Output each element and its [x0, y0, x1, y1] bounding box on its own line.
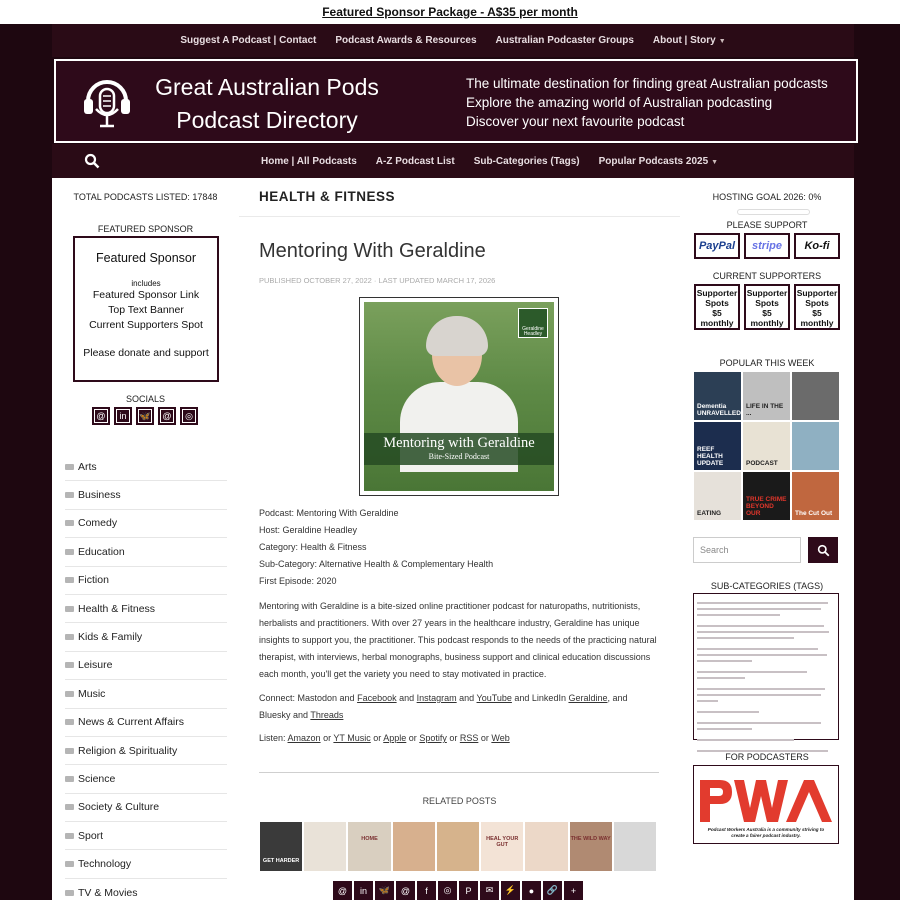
related-posts: [260, 822, 656, 871]
popular-podcast-thumbnail[interactable]: [694, 472, 741, 520]
category-label: Comedy: [78, 517, 118, 530]
threads-link[interactable]: Threads: [310, 710, 344, 720]
mastodon-icon[interactable]: @: [333, 881, 352, 900]
related-post-thumbnail[interactable]: [393, 822, 435, 871]
detail-category: Category: Health & Fitness: [259, 542, 367, 552]
podcast-artwork: [359, 297, 559, 496]
category-label: Kids & Family: [78, 631, 143, 644]
related-posts-heading: RELATED POSTS: [422, 796, 497, 806]
rss-link[interactable]: RSS: [459, 733, 479, 743]
nav-podcast-awards[interactable]: [335, 35, 476, 46]
featured-sponsor-includes: includes: [131, 279, 161, 288]
site-header: [54, 59, 858, 143]
connect-text: and: [396, 693, 417, 703]
folder-icon: [65, 748, 74, 754]
category-item[interactable]: [65, 652, 227, 680]
related-post-thumbnail-text: THE WILD WAY: [570, 836, 611, 842]
please-support-heading: PLEASE SUPPORT: [726, 220, 808, 230]
category-item[interactable]: [65, 453, 227, 481]
folder-icon: [65, 890, 74, 896]
folder-icon: [65, 606, 74, 612]
popular-podcast-title: TRUE CRIME BEYOND OUR: [746, 496, 787, 517]
folder-icon: [65, 833, 74, 839]
popular-podcast-thumbnail[interactable]: [743, 372, 790, 420]
related-post-thumbnail[interactable]: [348, 822, 390, 871]
category-label: Sport: [78, 829, 104, 842]
spot-text: Supporter: [746, 288, 788, 298]
chevron-down-icon: ▼: [711, 158, 719, 166]
folder-icon: [65, 804, 74, 810]
popular-podcast-title: EATING: [697, 510, 722, 517]
featured-sponsor-benefit: Current Supporters Spot: [89, 319, 203, 331]
popular-podcast-thumbnail[interactable]: [792, 422, 839, 470]
category-label: Business: [78, 489, 121, 502]
nav-suggest-podcast[interactable]: [180, 35, 316, 46]
artwork-subtitle: Bite-Sized Podcast: [428, 452, 490, 461]
spot-text: Spots: [705, 298, 729, 308]
category-list: [65, 453, 227, 900]
nav-label: Popular Podcasts 2025: [598, 155, 709, 167]
mastodon-icon[interactable]: @: [92, 407, 110, 425]
featured-sponsor-benefit: Top Text Banner: [108, 304, 184, 316]
instagram-icon[interactable]: ◎: [438, 881, 457, 900]
nav-home[interactable]: [261, 156, 357, 167]
podcast-description: Mentoring with Geraldine is a bite-sized online practitioner podcast for naturopaths, nutritionists, herbalists and practitioners. With over 27 years in the healthcare industry, Geraldine has unique insights to support you, the practitioner. This podcast responds to the needs of the practicing natural therapist, with interviews, herbal monographs, business support and clinical education discussions each month, you'll get the variety you need to stay motivated in practice.: [259, 601, 657, 679]
nav-label: Sub-Categories (Tags): [473, 155, 580, 167]
nav-label: Podcast Awards & Resources: [335, 35, 477, 46]
related-post-thumbnail-text: HOME: [361, 836, 378, 842]
web-link[interactable]: Web: [491, 733, 510, 743]
search-icon: [817, 544, 830, 557]
spot-text: monthly: [800, 318, 834, 328]
svg-text:Podcast Workers Australia is a: Podcast Workers Australia is a community striving to: [707, 827, 825, 832]
linkedin-link[interactable]: Geraldine: [568, 693, 608, 703]
site-title-line1: Great Australian Pods: [155, 74, 379, 100]
related-post-thumbnail[interactable]: [525, 822, 567, 871]
category-label: Health & Fitness: [78, 602, 156, 615]
headphones-microphone-logo-icon[interactable]: [82, 73, 132, 129]
category-label: Science: [78, 772, 116, 785]
popular-podcast-thumbnail[interactable]: [792, 372, 839, 420]
apple-link[interactable]: Apple: [383, 733, 407, 743]
nav-subcategories[interactable]: [474, 156, 580, 167]
folder-icon: [65, 861, 74, 867]
artwork-figure-hair: [426, 316, 488, 356]
category-item[interactable]: [65, 879, 227, 900]
bluesky-icon[interactable]: 🦋: [136, 407, 154, 425]
popular-grid: [694, 372, 840, 520]
category-item[interactable]: [65, 623, 227, 651]
current-supporters-heading: CURRENT SUPPORTERS: [712, 271, 822, 281]
paypal-button[interactable]: PayPal: [694, 233, 740, 259]
site-title-line2: Podcast Directory: [176, 107, 358, 133]
related-post-thumbnail[interactable]: [260, 822, 302, 871]
featured-sponsor-link[interactable]: Featured Sponsor Package - A$35 per month: [322, 5, 578, 19]
related-post-thumbnail[interactable]: [481, 822, 523, 871]
spot-text: monthly: [750, 318, 784, 328]
socials-icons: [92, 407, 198, 425]
artwork-logo: Geraldine Headley: [518, 308, 548, 338]
folder-icon: [65, 577, 74, 583]
category-item[interactable]: [65, 822, 227, 850]
main-nav: [52, 144, 854, 178]
folder-icon: [65, 520, 74, 526]
popular-podcast-thumbnail[interactable]: [694, 372, 741, 420]
subcategory-tag-cloud[interactable]: [693, 593, 839, 740]
category-label: Fiction: [78, 574, 109, 587]
divider: [259, 772, 659, 773]
connect-text: , and Bluesky and: [259, 693, 628, 720]
related-post-thumbnail[interactable]: [614, 822, 656, 871]
folder-icon: [65, 492, 74, 498]
category-item[interactable]: [65, 538, 227, 566]
listen-text: or: [478, 733, 492, 743]
left-sidebar: [52, 178, 239, 900]
spot-text: Spots: [805, 298, 829, 308]
spotify-link[interactable]: Spotify: [419, 733, 447, 743]
nav-label: A-Z Podcast List: [375, 155, 455, 167]
listen-text: or: [370, 733, 384, 743]
nav-label: Suggest A Podcast | Contact: [180, 35, 317, 46]
hosting-goal: HOSTING GOAL 2026: 0%: [712, 192, 822, 202]
listen-text: Listen:: [259, 733, 288, 743]
featured-sponsor-benefit: Featured Sponsor Link: [92, 289, 200, 301]
svg-text:create a fairer podcast indust: create a fairer podcast industry.: [731, 833, 801, 838]
spot-text: Supporter: [696, 288, 738, 298]
subcategories-heading: SUB-CATEGORIES (TAGS): [710, 581, 824, 591]
threads-icon[interactable]: @: [158, 407, 176, 425]
artwork-image: [364, 302, 554, 491]
category-item[interactable]: [65, 709, 227, 737]
folder-icon: [65, 634, 74, 640]
copy-link-icon[interactable]: 🔗: [543, 881, 562, 900]
tagline: Explore the amazing world of Australian podcasting: [466, 95, 773, 110]
folder-icon: [65, 776, 74, 782]
listen-line: [259, 733, 510, 743]
supporter-spot[interactable]: [794, 284, 840, 330]
spot-text: Spots: [755, 298, 779, 308]
search-input[interactable]: [693, 537, 801, 563]
spot-text: $5: [712, 308, 722, 318]
facebook-link[interactable]: Facebook: [357, 693, 397, 703]
spot-text: Supporter: [796, 288, 838, 298]
socials-heading: SOCIALS: [125, 394, 165, 404]
kofi-button[interactable]: Ko-fi: [794, 233, 840, 259]
section-title: HEALTH & FITNESS: [259, 189, 395, 204]
popular-podcast-thumbnail[interactable]: [743, 422, 790, 470]
category-label: Arts: [78, 460, 97, 473]
related-post-thumbnail-text: HEAL YOUR GUT: [486, 836, 519, 848]
connect-text: Connect: Mastodon and: [259, 693, 358, 703]
artwork-title: Mentoring with Geraldine: [383, 435, 535, 451]
category-item[interactable]: [65, 737, 227, 765]
search-button[interactable]: [808, 537, 838, 563]
linkedin-icon[interactable]: in: [114, 407, 132, 425]
related-post-thumbnail[interactable]: [570, 822, 612, 871]
category-item[interactable]: [65, 850, 227, 878]
listen-text: or: [320, 733, 334, 743]
category-label: Education: [78, 545, 125, 558]
post-meta: PUBLISHED OCTOBER 27, 2022 · LAST UPDATED MARCH 17, 2026: [259, 276, 496, 285]
category-label: Religion & Spirituality: [78, 744, 178, 757]
header-taglines: [466, 74, 828, 131]
pwa-banner[interactable]: [693, 765, 839, 844]
nav-podcaster-groups[interactable]: [496, 35, 634, 46]
popular-podcast-thumbnail[interactable]: [792, 472, 839, 520]
detail-first-episode: First Episode: 2020: [259, 576, 337, 586]
pwa-logo: [694, 766, 838, 843]
popular-podcast-title: The Cut Out: [795, 510, 833, 517]
detail-subcategory: Sub-Category: Alternative Health & Complementary Health: [259, 559, 494, 569]
right-sidebar: [680, 178, 854, 900]
stripe-button[interactable]: stripe: [744, 233, 790, 259]
supporter-spots: [694, 284, 840, 330]
category-label: Society & Culture: [78, 801, 160, 814]
listen-text: or: [406, 733, 420, 743]
spot-text: $5: [812, 308, 822, 318]
ytmusic-link[interactable]: YT Music: [333, 733, 371, 743]
divider: [239, 216, 680, 217]
nav-about[interactable]: [653, 35, 726, 46]
listen-text: or: [446, 733, 460, 743]
popular-podcast-title: LIFE IN THE ...: [746, 403, 784, 417]
nav-label: Home | All Podcasts: [261, 155, 357, 167]
share-bar: [333, 881, 583, 900]
reddit-icon[interactable]: ●: [522, 881, 541, 900]
instagram-link[interactable]: Instagram: [416, 693, 457, 703]
folder-icon: [65, 464, 74, 470]
featured-sponsor-box[interactable]: [73, 236, 219, 382]
popular-podcast-title: Dementia UNRAVELLED: [697, 403, 741, 417]
supporter-spot[interactable]: [744, 284, 790, 330]
instagram-icon[interactable]: ◎: [180, 407, 198, 425]
email-icon[interactable]: ✉: [480, 881, 499, 900]
top-banner: [0, 0, 900, 24]
featured-sponsor-donate: Please donate and support: [83, 347, 209, 359]
category-item[interactable]: [65, 794, 227, 822]
connect-text: and LinkedIn: [511, 693, 569, 703]
site-title[interactable]: [152, 71, 382, 137]
popular-podcast-title: PODCAST: [746, 460, 778, 467]
folder-icon: [65, 549, 74, 555]
category-label: TV & Movies: [78, 886, 138, 899]
related-post-thumbnail-text: GET HARDER: [262, 858, 300, 864]
tagline: Discover your next favourite podcast: [466, 114, 685, 129]
detail-podcast: Podcast: Mentoring With Geraldine: [259, 508, 399, 518]
chevron-down-icon: ▼: [718, 38, 726, 45]
nav-az-list[interactable]: [376, 156, 455, 167]
threads-icon[interactable]: @: [396, 881, 415, 900]
featured-sponsor-title: Featured Sponsor: [95, 251, 197, 265]
popular-podcast-title: REEF HEALTH UPDATE: [697, 446, 724, 467]
connect-text: and: [456, 693, 477, 703]
category-label: News & Current Affairs: [78, 716, 185, 729]
search-icon[interactable]: [84, 153, 100, 169]
category-item[interactable]: [65, 481, 227, 509]
facebook-icon[interactable]: f: [417, 881, 436, 900]
youtube-link[interactable]: YouTube: [476, 693, 512, 703]
nav-label: Australian Podcaster Groups: [495, 35, 634, 46]
folder-icon: [65, 719, 74, 725]
category-item[interactable]: [65, 680, 227, 708]
category-label: Leisure: [78, 659, 113, 672]
popular-podcast-thumbnail[interactable]: [743, 472, 790, 520]
featured-sponsor-heading: FEATURED SPONSOR: [97, 224, 194, 234]
pinterest-icon[interactable]: P: [459, 881, 478, 900]
popular-heading: POPULAR THIS WEEK: [719, 358, 815, 368]
tagline: The ultimate destination for finding great Australian podcasts: [466, 76, 828, 91]
total-podcasts: TOTAL PODCASTS LISTED: 17848: [73, 192, 218, 202]
hosting-goal-progress-bar: [737, 209, 810, 215]
top-nav: [52, 24, 854, 57]
linkedin-icon[interactable]: in: [354, 881, 373, 900]
related-post-thumbnail[interactable]: [304, 822, 346, 871]
category-item[interactable]: [65, 567, 227, 595]
post-title: Mentoring With Geraldine: [259, 240, 486, 262]
supporter-spot[interactable]: [694, 284, 740, 330]
nav-popular-2025[interactable]: [599, 156, 718, 167]
nav-label: About | Story: [652, 35, 716, 46]
main-content: [239, 178, 680, 900]
spot-text: monthly: [700, 318, 734, 328]
category-item[interactable]: [65, 510, 227, 538]
artwork-title-band: [364, 433, 554, 465]
for-podcasters-heading: FOR PODCASTERS: [725, 752, 809, 762]
popular-podcast-thumbnail[interactable]: [694, 422, 741, 470]
category-label: Technology: [78, 858, 132, 871]
amazon-link[interactable]: Amazon: [287, 733, 321, 743]
folder-icon: [65, 662, 74, 668]
payment-buttons: [694, 233, 840, 259]
category-item[interactable]: [65, 765, 227, 793]
bluesky-icon[interactable]: 🦋: [375, 881, 394, 900]
spot-text: $5: [762, 308, 772, 318]
related-post-thumbnail[interactable]: [437, 822, 479, 871]
category-item[interactable]: [65, 595, 227, 623]
share-more-icon[interactable]: +: [564, 881, 583, 900]
category-label: Music: [78, 687, 106, 700]
messenger-icon[interactable]: ⚡: [501, 881, 520, 900]
podcast-details: [259, 505, 493, 590]
connect-line: [259, 690, 661, 724]
detail-host: Host: Geraldine Headley: [259, 525, 358, 535]
folder-icon: [65, 691, 74, 697]
